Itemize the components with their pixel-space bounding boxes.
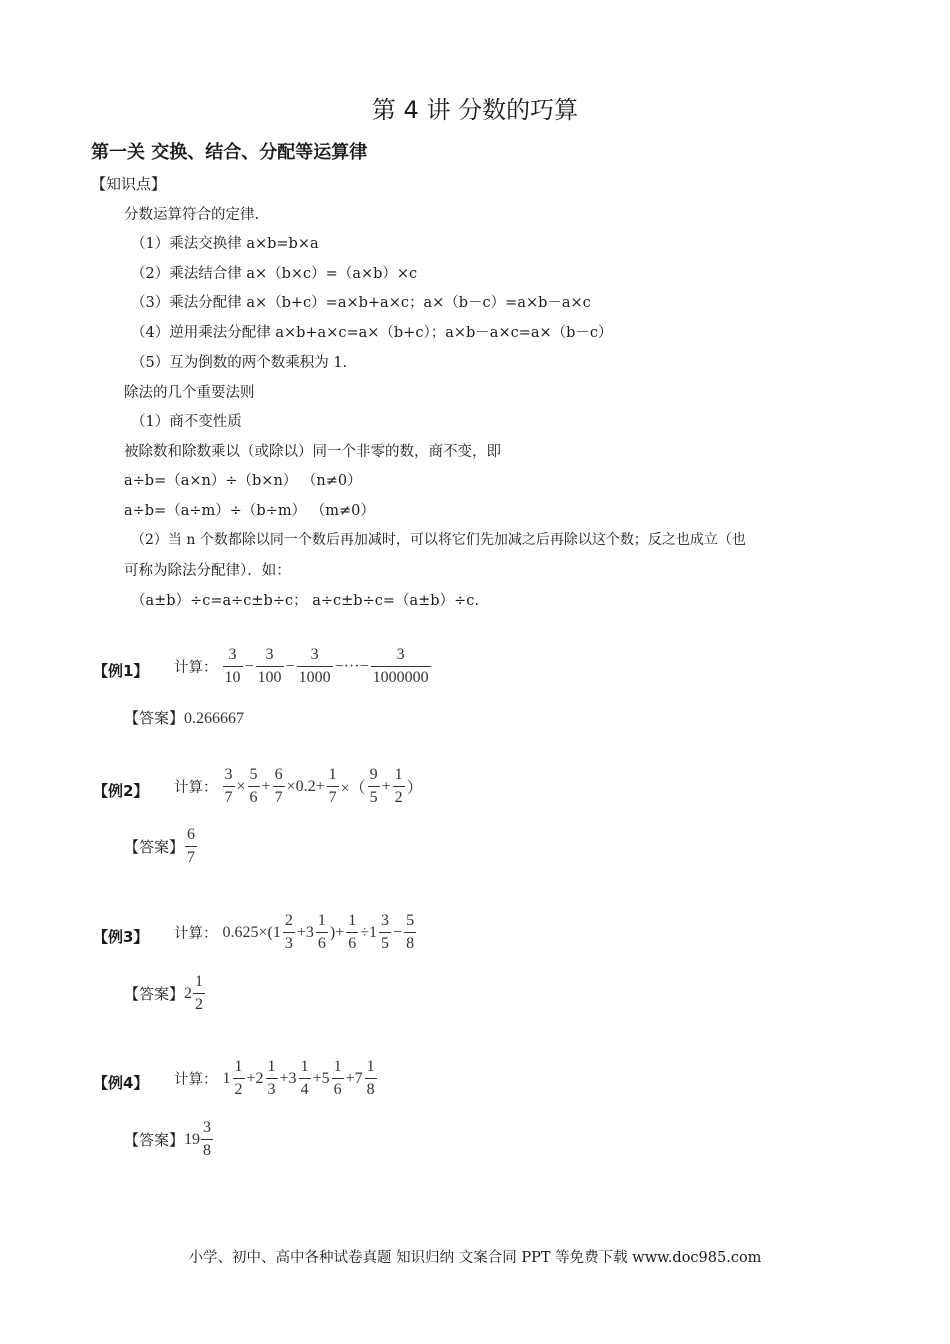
fraction: $\frac{3}{1000000}$ — [372, 646, 429, 686]
fraction: $\frac{3}{1000}$ — [298, 646, 331, 686]
knowledge-line-8: （1）商不变性质 — [131, 414, 242, 430]
answer-label: 【答案】 — [124, 709, 185, 727]
calc-label: 计算： — [174, 926, 218, 942]
knowledge-line-2: （1）乘法交换律 a×b=b×a — [131, 236, 319, 252]
calc-label: 计算： — [174, 1072, 218, 1088]
example-1-answer — [124, 707, 244, 728]
answer-label: 【答案】 — [124, 985, 185, 1003]
knowledge-line-6: （5）互为倒数的两个数乘积为 1. — [131, 355, 348, 371]
knowledge-line-4: （3）乘法分配律 a×（b+c）=a×b+a×c；a×（b－c）=a×b－a×c — [131, 295, 591, 311]
example-3-label: 【例3】 — [93, 928, 149, 946]
knowledge-line-11: a÷b=（a÷m）÷（b÷m） （m≠0） — [124, 503, 375, 519]
example-2-problem — [174, 765, 424, 808]
fraction: $\frac{3}{100}$ — [257, 646, 282, 686]
answer-label: 【答案】 — [124, 838, 185, 856]
page-footer: 小学、初中、高中各种试卷真题 知识归纳 文案合同 PPT 等免费下载 www.doc985.com — [188, 1250, 762, 1266]
example-2-answer — [124, 825, 198, 868]
calc-label: 计算： — [174, 660, 218, 676]
answer-label: 【答案】 — [124, 1131, 185, 1149]
example-4-label: 【例4】 — [93, 1074, 149, 1092]
calc-label: 计算： — [174, 780, 218, 796]
answer-fraction: $\frac{1}{2}$ — [195, 973, 204, 1013]
knowledge-line-9: 被除数和除数乘以（或除以）同一个非零的数，商不变，即 — [124, 444, 501, 460]
knowledge-line-1: 分数运算符合的定律. — [124, 207, 260, 223]
example-2-expression: $\frac{3}{7}$ × $\frac{5}{6}$ + $\frac{6}{7}$ ×0.2+ $\frac{1}{7}$ ×（ $\frac{9}{5}$ + $\frac{1}{2}$ ） — [224, 766, 423, 806]
knowledge-line-7: 除法的几个重要法则 — [124, 385, 255, 401]
fraction: $\frac{3}{10}$ — [224, 646, 241, 686]
knowledge-tag: 【知识点】 — [91, 175, 167, 193]
answer-value: 0.266667 — [184, 710, 245, 727]
example-4-expression: 1 $\frac{1}{2}$ +2 $\frac{1}{3}$ +3 $\frac{1}{4}$ +5 $\frac{1}{6}$ +7 $\frac{1}{8}$ — [222, 1058, 375, 1098]
example-1-expression: $\frac{3}{10}$ − $\frac{3}{100}$ − $\frac{3}{1000}$ −···− $\frac{3}{1000000}$ — [224, 646, 429, 686]
answer-fraction: $\frac{3}{8}$ — [203, 1119, 212, 1159]
example-1-label: 【例1】 — [93, 662, 149, 680]
example-3-expression: 0.625×(1 $\frac{2}{3}$ +3 $\frac{1}{6}$ )+ $\frac{1}{6}$ ÷1 $\frac{3}{5}$ − $\frac{5}{8}$ — [222, 912, 415, 952]
example-4-answer: 【答案】 19 $\frac{3}{8}$ — [124, 1119, 212, 1159]
answer-fraction: $\frac{6}{7}$ — [187, 826, 196, 866]
example-3-problem — [174, 911, 417, 954]
knowledge-line-13: 可称为除法分配律）．如： — [124, 563, 291, 579]
page-title: 第 4 讲 分数的巧算 — [371, 96, 579, 124]
knowledge-line-10: a÷b=（a×n）÷（b×n） （n≠0） — [124, 473, 362, 489]
knowledge-line-5: （4）逆用乘法分配律 a×b+a×c=a×（b+c）；a×b－a×c=a×（b－c） — [131, 325, 613, 341]
knowledge-line-14: （a±b）÷c=a÷c±b÷c； a÷c±b÷c=（a±b）÷c. — [131, 593, 479, 609]
section-heading: 第一关 交换、结合、分配等运算律 — [91, 142, 368, 163]
example-3-answer: 【答案】 2 $\frac{1}{2}$ — [124, 973, 204, 1013]
knowledge-line-3: （2）乘法结合律 a×（b×c）=（a×b）×c — [131, 266, 418, 282]
example-4-problem — [174, 1057, 378, 1100]
knowledge-line-12: （2）当 n 个数都除以同一个数后再加减时，可以将它们先加减之后再除以这个数；反之也成立（也 — [131, 532, 746, 548]
example-2-label: 【例2】 — [93, 782, 149, 800]
example-1-problem — [174, 645, 432, 688]
